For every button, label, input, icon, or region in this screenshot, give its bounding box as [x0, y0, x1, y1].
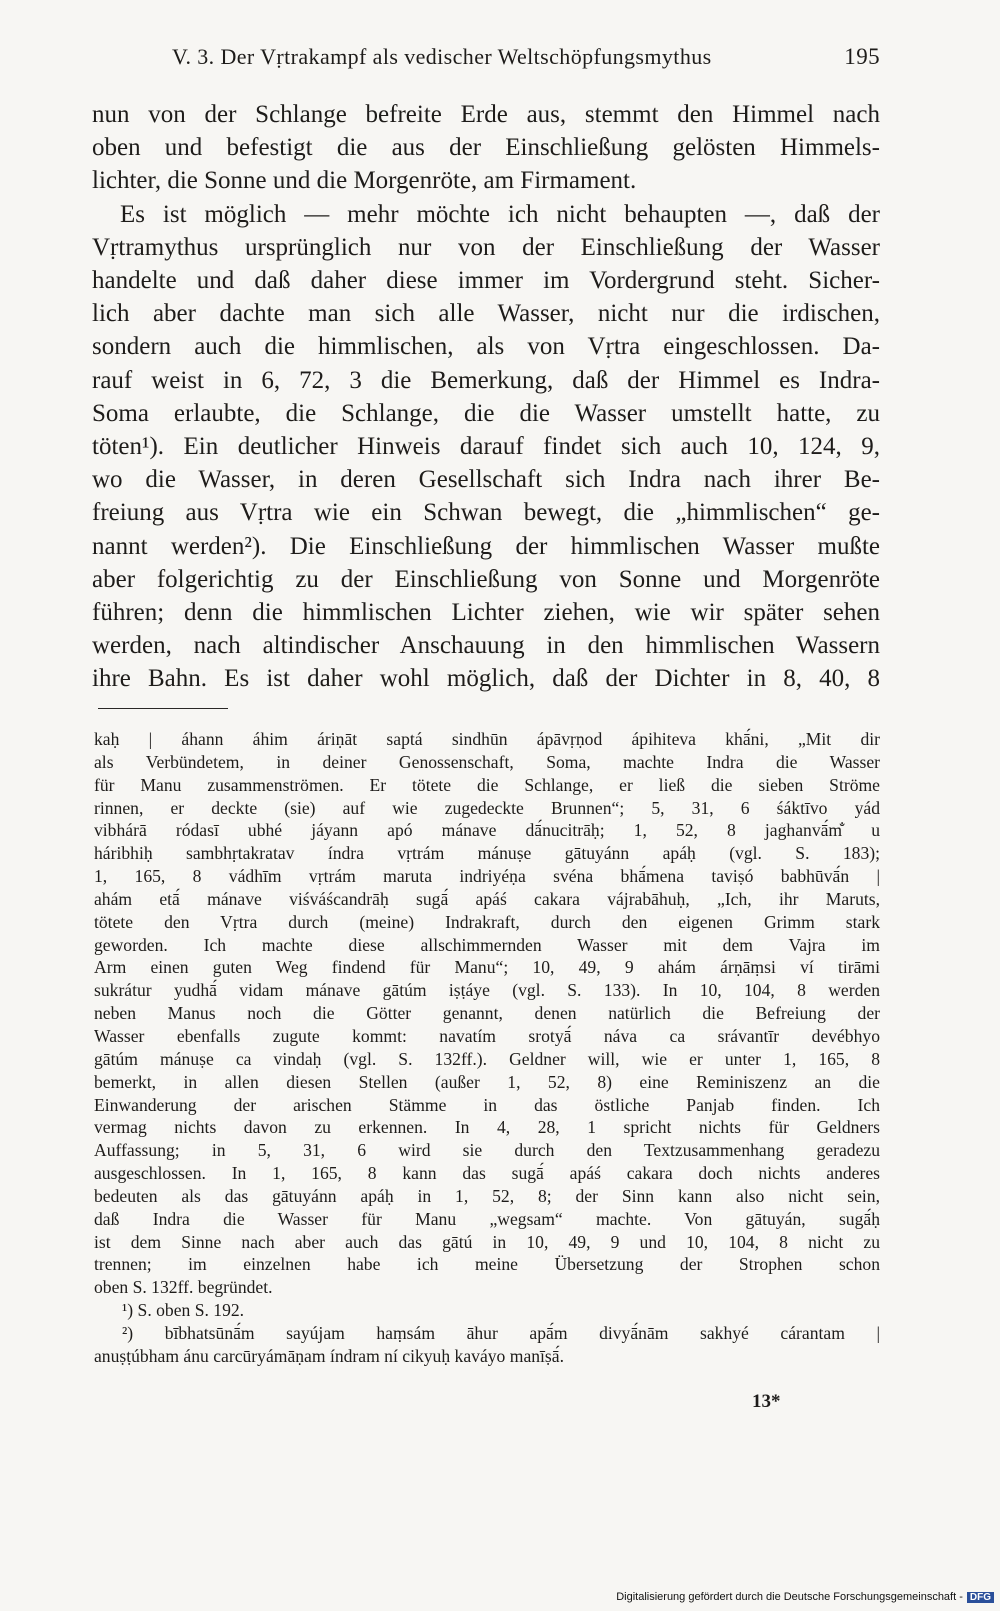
note-line: háribhiḥ sambhṛtakratav índra vṛtrám mánuṣe gātuyánn apáḥ (vgl. S. 183); — [94, 843, 880, 864]
note-line: tötete den Vṛtra durch (meine) Indrakraft, durch den eigenen Grimm stark — [94, 911, 880, 932]
note-line: ist dem Sinne nach aber auch das gātú in 10, 49, 9 und 10, 104, 8 nicht zu — [94, 1231, 880, 1252]
note-line: kaḥ | áhann áhim áriṇāt saptá sindhūn ápāvṛṇod ápihiteva khā́ni, „Mit dir — [94, 729, 880, 749]
note-line: bedeuten als das gātuyánn apáḥ in 1, 52, 8; der Sinn kann also nicht sein, — [94, 1185, 880, 1206]
body-line: rauf weist in 6, 72, 3 die Bemerkung, daß der Himmel es Indra- — [92, 366, 880, 394]
footnote-2-continued: anuṣṭúbham ánu carcūryámāṇam índram ní cikyuḥ kaváyo manīṣā́. — [94, 1345, 564, 1366]
dfg-logo: DFG — [967, 1592, 994, 1603]
body-line: sondern auch die himmlischen, als von Vṛtra eingeschlossen. Da- — [92, 333, 880, 361]
body-line: oben und befestigt die aus der Einschließung gelösten Himmels- — [92, 134, 880, 162]
body-line: handelte und daß daher diese immer im Vordergrund steht. Sicher- — [92, 267, 880, 295]
note-line: Wasser ebenfalls zugute kommt: navatím srotyā́ náva ca srávantīr devébhyo — [94, 1025, 880, 1046]
body-line: töten¹). Ein deutlicher Hinweis darauf findet sich auch 10, 124, 9, — [92, 433, 880, 461]
note-line: 1, 165, 8 vádhīm vṛtrám maruta indriyéṇa svéna bhā́mena taviṣó babhūvā́n | — [94, 866, 880, 887]
body-line: lichter, die Sonne und die Morgenröte, am Firmament. — [92, 167, 637, 195]
body-line: wo die Wasser, in deren Gesellschaft sich Indra nach ihrer Be- — [92, 466, 880, 494]
page-number: 195 — [844, 44, 880, 69]
body-line: nannt werden²). Die Einschließung der himmlischen Wasser mußte — [92, 532, 880, 560]
note-line: bemerkt, in allen diesen Stellen (außer 1, 52, 8) eine Reminiszenz an die — [94, 1071, 880, 1092]
note-line: vermag nichts davon zu erkennen. In 4, 28, 1 spricht nichts für Geldners — [94, 1117, 880, 1138]
note-line: ahám etā́ mánave viśváścandrāḥ sugā́ apáś cakara vájrabāhuḥ, „Ich, ihr Maruts, — [94, 888, 880, 909]
footnote-2: ²) bībhatsūnā́m sayújam haṃsám āhur apā́m divyā́nām sakhyé cárantam | — [122, 1322, 880, 1343]
body-line: führen; denn die himmlischen Lichter ziehen, wie wir später sehen — [92, 599, 880, 627]
body-line: freiung aus Vṛtra wie ein Schwan bewegt, die „himmlischen“ ge- — [92, 499, 880, 527]
body-line: lich aber dachte man sich alle Wasser, nicht nur die irdischen, — [92, 300, 880, 328]
note-line: Arm einen guten Weg findend für Manu“; 10, 49, 9 ahám árṇāṃsi ví tirāmi — [94, 957, 880, 978]
running-header — [92, 44, 880, 76]
body-line: Vṛtramythus ursprünglich nur von der Einschließung der Wasser — [92, 233, 880, 261]
note-line: trennen; im einzelnen habe ich meine Übersetzung der Strophen schon — [94, 1254, 880, 1275]
note-line: als Verbündetem, in deiner Genossenschaft, Soma, machte Indra die Wasser — [94, 751, 880, 772]
note-line: gātúm mánuṣe ca vindaḥ (vgl. S. 132ff.). Geldner will, wie er unter 1, 165, 8 — [94, 1048, 880, 1069]
note-line: ausgeschlossen. In 1, 165, 8 kann das sugā́ apáś cakara doch nichts anderes — [94, 1163, 880, 1184]
note-line: sukrátur yudhā́ vidam mánave gātúm iṣṭáye (vgl. S. 133). In 10, 104, 8 werden — [94, 980, 880, 1001]
note-line: oben S. 132ff. begründet. — [94, 1277, 273, 1298]
body-line: Soma erlaubte, die Schlange, die die Wasser umstellt hatte, zu — [92, 399, 880, 427]
credit-text: Digitalisierung gefördert durch die Deutsche Forschungsgemeinschaft - — [616, 1591, 963, 1603]
digitization-credit — [616, 1591, 994, 1603]
body-line: werden, nach altindischer Anschauung in den himmlischen Wassern — [92, 632, 880, 660]
footnote-separator — [98, 708, 228, 709]
note-line: rinnen, er deckte (sie) auf wie zugedeckte Brunnen“; 5, 31, 6 śáktīvo yád — [94, 797, 880, 818]
note-line: neben Manus noch die Götter genannt, denen natürlich die Befreiung der — [94, 1003, 880, 1024]
footnote-1: ¹) S. oben S. 192. — [122, 1300, 245, 1321]
body-line: ihre Bahn. Es ist daher wohl möglich, daß der Dichter in 8, 40, 8 — [92, 665, 880, 693]
signature-mark: 13* — [752, 1391, 781, 1412]
note-line: geworden. Ich machte diese allschimmernden Wasser mit dem Vajra im — [94, 934, 880, 955]
body-line: aber folgerichtig zu der Einschließung von Sonne und Morgenröte — [92, 565, 880, 593]
note-line: Einwanderung der arischen Stämme in das östliche Panjab finden. Ich — [94, 1094, 880, 1115]
footnotes-area — [94, 728, 880, 1368]
running-title: V. 3. Der Vṛtrakampf als vedischer Weltschöpfungsmythus — [172, 44, 712, 69]
main-text — [92, 98, 880, 696]
body-line: nun von der Schlange befreite Erde aus, stemmt den Himmel nach — [92, 101, 880, 128]
body-line: Es ist möglich — mehr möchte ich nicht behaupten —, daß der — [120, 200, 880, 228]
note-line: für Manu zusammenströmen. Er tötete die Schlange, er ließ die sieben Ströme — [94, 774, 880, 795]
note-line: Auffassung; in 5, 31, 6 wird sie durch den Textzusammenhang geradezu — [94, 1140, 880, 1161]
note-line: daß Indra die Wasser für Manu „wegsam“ machte. Von gātuyán, sugā́ḥ — [94, 1208, 880, 1229]
note-line: vibhárā ródasī ubhé jáyann apó mánave dā́nucitrāḥ; 1, 52, 8 jaghanvā́m̐ u — [94, 820, 880, 841]
